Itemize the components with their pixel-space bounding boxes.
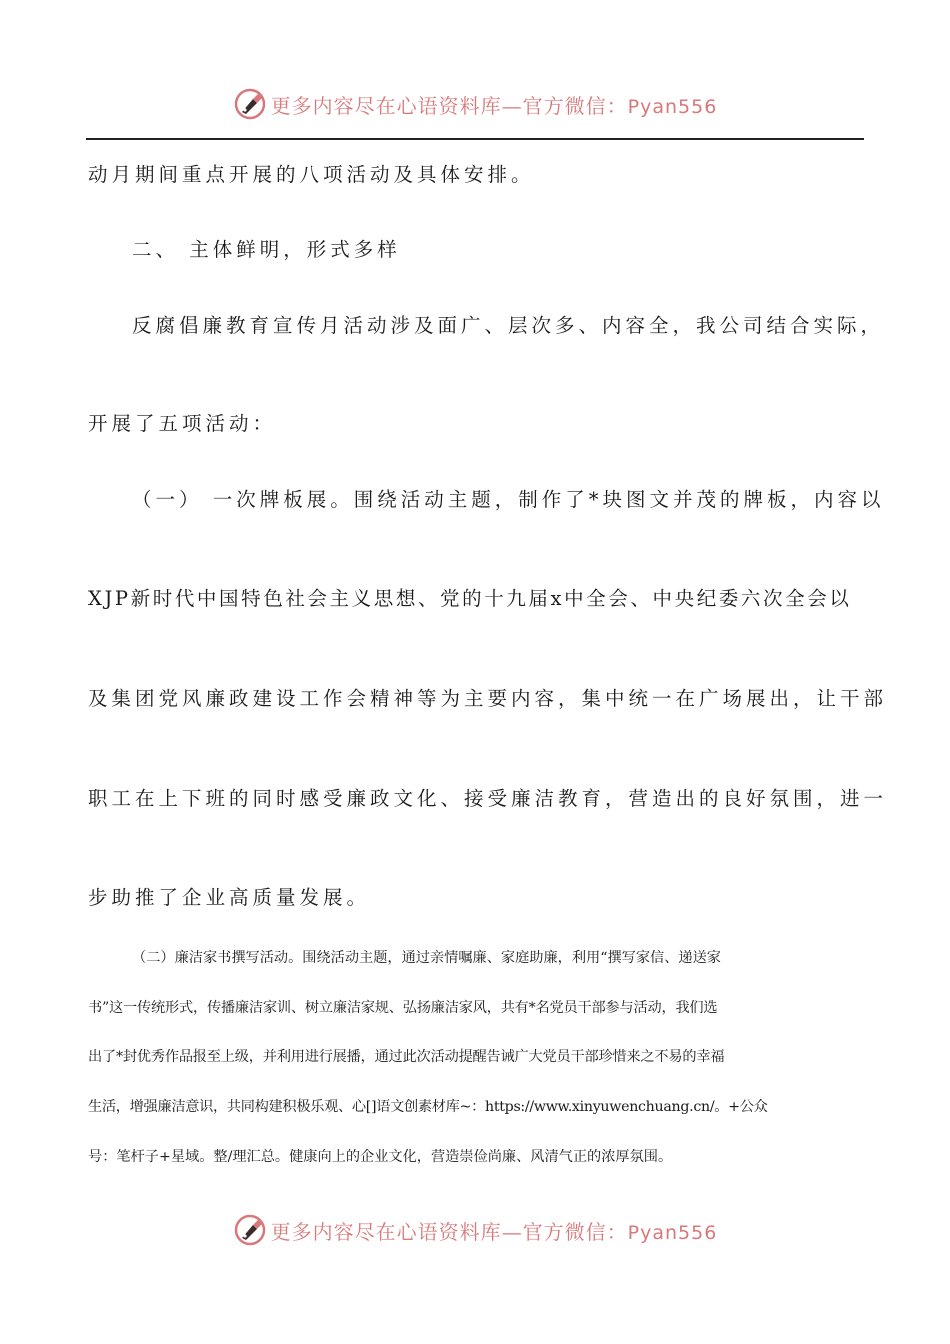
footer-banner <box>0 1210 950 1250</box>
pen-nib-logo-icon <box>233 1213 267 1247</box>
body-line-4: 开展了五项活动： <box>88 412 277 435</box>
pen-nib-logo-icon <box>233 87 267 121</box>
body-line-5: （一） 一次牌板展。围绕活动主题，制作了*块图文并茂的牌板，内容以 <box>132 488 885 511</box>
small-line-4: 生活，增强廉洁意识，共同构建积极乐观、心[]语文创素材库~：https://www.xinyuwenchuang.cn/。+公众 <box>88 1099 768 1115</box>
footer-wechat-id: Pyan556 <box>627 1221 718 1244</box>
small-line-5: 号：笔杆子+星域。整/理汇总。健康向上的企业文化，营造崇俭尚廉、风清气正的浓厚氛围。 <box>88 1149 673 1165</box>
header-banner <box>0 84 950 124</box>
small-line-2: 书”这一传统形式，传播廉洁家训、树立廉洁家规、弘扬廉洁家风，共有*名党员干部参与活动，我们选 <box>88 1000 718 1016</box>
body-line-7: 及集团党风廉政建设工作会精神等为主要内容，集中统一在广场展出，让干部 <box>88 687 888 710</box>
footer-banner-text: 更多内容尽在心语资料库—官方微信：Pyan556 <box>270 1219 718 1244</box>
body-line-9: 步助推了企业高质量发展。 <box>88 886 371 909</box>
body-line-6: XJP新时代中国特色社会主义思想、党的十九届x中全会、中央纪委六次全会以 <box>88 587 852 610</box>
small-line-1: （二）廉洁家书撰写活动。围绕活动主题，通过亲情嘱廉、家庭助廉，利用“撰写家信、递送家 <box>132 950 721 966</box>
header-banner-text: 更多内容尽在心语资料库—官方微信：Pyan556 <box>270 93 718 118</box>
header-divider <box>86 138 864 140</box>
body-line-3: 反腐倡廉教育宣传月活动涉及面广、层次多、内容全，我公司结合实际， <box>132 314 885 337</box>
body-line-8: 职工在上下班的同时感受廉政文化、接受廉洁教育，营造出的良好氛围，进一 <box>88 787 888 810</box>
header-wechat-id: Pyan556 <box>627 95 718 118</box>
section-heading-2: 二、 主体鲜明，形式多样 <box>132 238 401 261</box>
body-line-1: 动月期间重点开展的八项活动及具体安排。 <box>88 163 535 186</box>
small-line-3: 出了*封优秀作品报至上级，并利用进行展播，通过此次活动提醒告诫广大党员干部珍惜来之不易的幸福 <box>88 1049 725 1065</box>
